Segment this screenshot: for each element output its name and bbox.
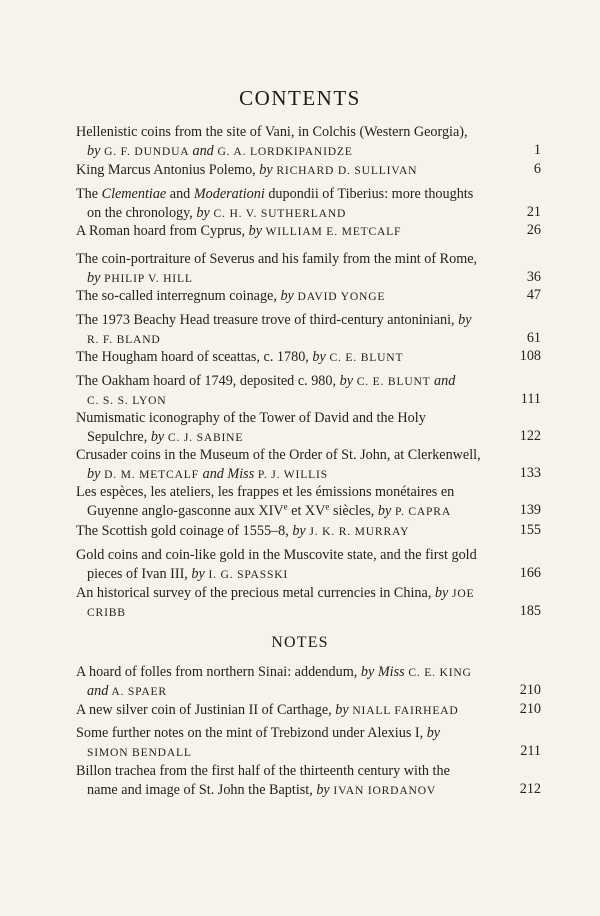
contents-entry: [76, 123, 506, 161]
entry-line: [76, 428, 506, 447]
entry-text: by: [259, 162, 273, 178]
entry-text: Clementiae: [101, 186, 167, 202]
entry-text: by: [377, 503, 392, 519]
author-name: WILLIAM E. METCALF: [262, 225, 402, 238]
page-number: 36: [526, 269, 541, 285]
page-number: 6: [533, 161, 541, 177]
entry-text: name and image of St. John the Baptist,: [87, 782, 317, 798]
entry-text: Guyenne anglo-gasconne aux XIV: [87, 503, 284, 519]
contents-entry: [76, 222, 506, 241]
author-name: RICHARD D. SULLIVAN: [272, 164, 418, 177]
entry-text: and: [192, 143, 214, 159]
page-number: 155: [519, 522, 541, 538]
entry-text: by: [196, 205, 210, 221]
entry-text: and Miss: [202, 466, 255, 482]
author-name: C. S. S. LYON: [87, 394, 167, 407]
author-name: G. A. LORDKIPANIDZE: [213, 145, 353, 158]
entry-line: [76, 743, 506, 762]
contents-entry: [76, 446, 506, 484]
author-name: C. E. BLUNT: [353, 375, 435, 388]
page-number: 111: [520, 391, 541, 407]
entry-text: Numismatic iconography of the Tower of David and the Holy: [76, 410, 426, 426]
entry-line: [76, 781, 506, 800]
entry-line: [76, 409, 506, 428]
entry-text: by: [312, 349, 326, 365]
entry-text: and: [166, 186, 194, 202]
page-number: 47: [526, 287, 541, 303]
notes-entry: [76, 724, 506, 762]
page-number: 210: [519, 682, 541, 698]
entry-text: The Hougham hoard of sceattas, c. 1780,: [76, 349, 313, 365]
entry-text: King Marcus Antonius Polemo,: [76, 162, 260, 178]
entry-line: [76, 483, 506, 502]
notes-entry: [76, 762, 506, 800]
contents-entry: [76, 546, 506, 584]
contents-entry: [76, 483, 506, 521]
entry-line: [76, 724, 506, 743]
entry-line: [76, 565, 506, 584]
entry-text: by: [191, 566, 205, 582]
entry-text: by: [458, 312, 472, 328]
contents-entry: [76, 409, 506, 447]
entry-text: by: [339, 373, 353, 389]
contents-entry: [76, 185, 506, 223]
entry-text: Sepulchre,: [87, 429, 151, 445]
entry-text: An historical survey of the precious metal currencies in China,: [76, 585, 435, 601]
entry-text: by: [316, 782, 330, 798]
entry-line: [76, 603, 506, 622]
author-name: J. K. R. MURRAY: [305, 525, 410, 538]
page-number: 211: [520, 743, 541, 759]
author-name: JOE: [448, 587, 475, 600]
page-number: 185: [519, 603, 541, 619]
entry-text: by: [426, 725, 441, 741]
entry-text: e: [283, 501, 288, 512]
page-number: 26: [526, 222, 541, 238]
entry-text: Billon trachea from the first half of the thirteenth century with the: [76, 763, 450, 779]
entry-text: Gold coins and coin-like gold in the Muscovite state, and the first gold: [76, 547, 477, 563]
entry-text: Hellenistic coins from the site of Vani, in Colchis (Western Georgia),: [76, 124, 468, 140]
entry-text: by: [87, 143, 101, 159]
page-number: 212: [519, 781, 541, 797]
entry-line: [76, 185, 506, 204]
notes-entry: [76, 663, 506, 701]
contents-entry: [76, 372, 506, 410]
author-name: G. F. DUNDUA: [100, 145, 193, 158]
contents-heading: CONTENTS: [239, 86, 361, 110]
entry-line: [76, 584, 506, 603]
author-name: NIALL FAIRHEAD: [348, 704, 459, 717]
author-name: SIMON BENDALL: [87, 746, 192, 759]
author-name: P. CAPRA: [391, 505, 452, 518]
entry-line: [76, 348, 506, 367]
entry-text: The so-called interregnum coinage,: [76, 288, 281, 304]
page-number: 139: [519, 502, 541, 518]
entry-line: [76, 222, 506, 241]
entry-line: [76, 762, 506, 781]
author-name: IVAN IORDANOV: [329, 784, 437, 797]
page-number: 122: [519, 428, 541, 444]
page-number: 166: [519, 565, 541, 581]
entry-line: [76, 204, 506, 223]
entry-text: The Scottish gold coinage of 1555–8,: [76, 523, 293, 539]
page-number: 210: [519, 701, 541, 717]
entry-text: siècles,: [329, 503, 378, 519]
page-number: 1: [533, 142, 541, 158]
entry-text: by: [150, 429, 165, 445]
entry-text: by: [292, 523, 306, 539]
entry-text: Some further notes on the mint of Trebizond under Alexius I,: [76, 725, 427, 741]
contents-entry: [76, 287, 506, 306]
contents-entry: [76, 348, 506, 367]
entry-text: et XV: [287, 503, 326, 519]
contents-entry: [76, 311, 506, 349]
entry-text: dupondii of Tiberius: more thoughts: [264, 186, 474, 202]
author-name: A. SPAER: [108, 685, 167, 698]
entry-text: The Oakham hoard of 1749, deposited c. 980,: [76, 373, 340, 389]
entry-text: pieces of Ivan III,: [87, 566, 192, 582]
entry-text: and: [434, 373, 456, 389]
entry-line: [76, 446, 506, 465]
entry-line: [76, 269, 506, 288]
entry-text: The 1973 Beachy Head treasure trove of third-century antoniniani,: [76, 312, 459, 328]
entry-line: [76, 372, 506, 391]
author-name: C. H. V. SUTHERLAND: [209, 207, 347, 220]
entry-line: [76, 142, 506, 161]
author-name: PHILIP V. HILL: [100, 272, 193, 285]
entry-text: by: [280, 288, 294, 304]
entry-line: [76, 311, 506, 330]
entry-text: Moderationi: [193, 186, 265, 202]
contents-entry: [76, 584, 506, 622]
entry-line: [76, 682, 506, 701]
entry-text: by: [335, 702, 349, 718]
entry-text: by: [248, 223, 263, 239]
contents-entry: [76, 522, 506, 541]
entry-text: The: [76, 186, 102, 202]
notes-heading: NOTES: [271, 634, 329, 651]
page-number: 21: [526, 204, 541, 220]
entry-line: [76, 522, 506, 541]
entry-line: [76, 391, 506, 410]
entry-line: [76, 701, 506, 720]
entry-line: [76, 287, 506, 306]
author-name: C. J. SABINE: [164, 431, 244, 444]
entry-text: Crusader coins in the Museum of the Order of St. John, at Clerkenwell,: [76, 447, 481, 463]
page-number: 108: [519, 348, 541, 364]
author-name: C. E. BLUNT: [325, 351, 404, 364]
entry-line: [76, 250, 506, 269]
entry-text: Les espèces, les ateliers, les frappes et les émissions monétaires en: [76, 484, 455, 500]
entry-text: by Miss: [360, 664, 405, 680]
entry-text: e: [325, 501, 330, 512]
author-name: R. F. BLAND: [87, 333, 161, 346]
entry-line: [76, 123, 506, 142]
entry-line: [76, 161, 506, 180]
entry-text: A new silver coin of Justinian II of Carthage,: [76, 702, 336, 718]
author-name: I. G. SPASSKI: [204, 568, 289, 581]
author-name: CRIBB: [87, 606, 126, 619]
entry-text: by: [87, 466, 101, 482]
entry-line: [76, 502, 506, 521]
notes-entry: [76, 701, 506, 720]
entry-text: on the chronology,: [87, 205, 197, 221]
author-name: D. M. METCALF: [100, 468, 203, 481]
entry-text: A Roman hoard from Cyprus,: [76, 223, 249, 239]
author-name: C. E. KING: [404, 666, 472, 679]
entry-text: The coin-portraiture of Severus and his family from the mint of Rome,: [76, 251, 478, 267]
entry-line: [76, 465, 506, 484]
author-name: DAVID YONGE: [293, 290, 386, 303]
page-number: 133: [519, 465, 541, 481]
entry-line: [76, 330, 506, 349]
entry-text: and: [87, 683, 109, 699]
contents-entry: [76, 250, 506, 288]
entry-text: by: [87, 270, 101, 286]
entry-text: A hoard of folles from northern Sinai: addendum,: [76, 664, 361, 680]
entry-text: by: [434, 585, 449, 601]
entry-line: [76, 663, 506, 682]
author-name: P. J. WILLIS: [254, 468, 328, 481]
page-number: 61: [526, 330, 541, 346]
contents-entry: [76, 161, 506, 180]
entry-line: [76, 546, 506, 565]
